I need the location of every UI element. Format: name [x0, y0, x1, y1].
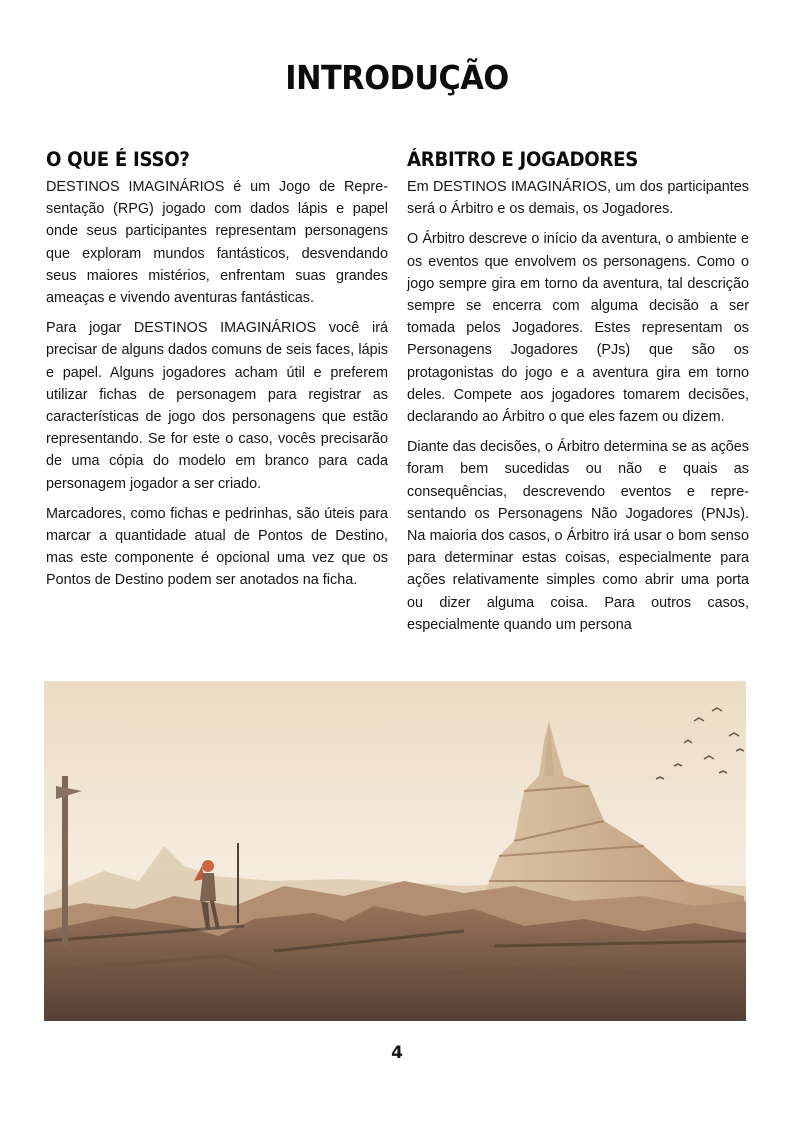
- column-text: [407, 176, 749, 694]
- illustration-image: [44, 681, 746, 1021]
- paragraph: DESTINOS IMAGINÁRIOS é um Jogo de Representação (RPG) jogado com dados lápis e papel onde seus participantes representam personagens que exploram mundos fantásticos, desvendando seus maiores mistérios, enfrentam suas grandes ameaças e vivendo aventuras fantásticas.: [46, 179, 388, 307]
- page-title: INTRODUÇÃO: [285, 58, 509, 97]
- fantasy-city-illustration: [44, 681, 746, 1021]
- paragraph: Para jogar DESTINOS IMAGINÁRIOS você irá precisar de alguns dados comuns de seis faces, lápis e papel. Alguns jogadores acham útil e preferem utilizar fichas de personagem para registrar as características de jogo dos personagens que estão representando. Se for este o caso, vocês precisarão de uma cópia do modelo em branco para cada personagem jogador a ser criado.: [46, 320, 388, 492]
- section-arbiter-and-players: [407, 148, 749, 694]
- section-heading: ÁRBITRO E JOGADORES: [407, 148, 639, 171]
- paragraph: Diante das decisões, o Árbitro determina se as ações foram bem sucedidas ou não e quais as consequências, descrevendo eventos e representando os Personagens Não Jogadores (PNJs). Na maioria dos casos, o Árbitro irá usar o bom senso para determinar estas coisas, especialmente para ações relativamente simples como abrir uma porta ou dizer alguma coisa. Para outros casos, especialmente quando um persona: [407, 439, 749, 633]
- section-what-is-it: [46, 148, 388, 600]
- paragraph: O Árbitro descreve o início da aventura, o ambiente e os eventos que envolvem os personagens. Como o jogo sempre gira em torno da aventura, tal descrição sempre se encerra com alguma decisão a ser tomada pelos Jogadores. Estes representam os Personagens Jogadores (PJs) que são os protagonistas do jogo e a aventura gira em torno deles. Compete aos jogadores tomarem decisões, declarando ao Árbitro o que eles fazem ou dizem.: [407, 231, 749, 426]
- section-heading: O QUE É ISSO?: [46, 148, 190, 171]
- paragraph: Em DESTINOS IMAGINÁRIOS, um dos participantes será o Árbitro e os demais, os Jogadores.: [407, 179, 749, 218]
- page-number: 4: [391, 1043, 403, 1063]
- paragraph: Marcadores, como fichas e pedrinhas, são úteis para marcar a quantidade atual de Pontos de Destino, mas este componente é opcional uma vez que os Pontos de Destino podem ser anotados na ficha.: [46, 505, 388, 589]
